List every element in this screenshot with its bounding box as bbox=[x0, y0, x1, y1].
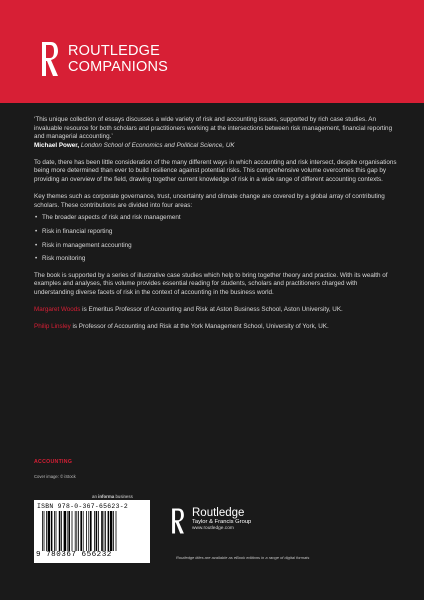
barcode-bar bbox=[104, 511, 105, 551]
list-item: • Risk in financial reporting bbox=[34, 228, 398, 237]
back-cover-text bbox=[34, 116, 398, 340]
barcode-bar bbox=[108, 511, 110, 551]
barcode-bar bbox=[56, 511, 57, 551]
editor-name: Philip Linsley bbox=[34, 323, 71, 331]
barcode-bar bbox=[101, 511, 103, 551]
themes-paragraph: Key themes such as corporate governance, trust, uncertainty and climate change are covered by a global array of contributing scholars. These contributions are divided into four areas: bbox=[34, 193, 385, 209]
editor-name: Margaret Woods bbox=[34, 306, 81, 313]
series-line-1: ROUTLEDGE bbox=[68, 43, 161, 59]
barcode-bar bbox=[75, 511, 76, 551]
barcode-bar bbox=[51, 511, 53, 551]
barcode-bar bbox=[90, 511, 92, 551]
barcode-bar bbox=[80, 511, 82, 551]
barcode-bar bbox=[61, 511, 62, 551]
endorsement-quote: ‘This unique collection of essays discusses a wide variety of risk and accounting issues, supported by rich case studies. An invaluable resource for both scholars and practitioners working at the intersections between risk management, financial reporting and managerial accounting.’ bbox=[34, 116, 393, 141]
barcode-bar bbox=[110, 511, 112, 551]
publisher-name: Routledge bbox=[192, 507, 245, 519]
barcode-bar bbox=[42, 511, 43, 551]
areas-list bbox=[34, 214, 398, 263]
barcode-bar bbox=[78, 511, 79, 551]
barcode-bar bbox=[113, 511, 114, 551]
barcode-bar bbox=[46, 511, 47, 551]
endorsement bbox=[34, 116, 398, 150]
barcode-bar bbox=[64, 511, 66, 551]
endorsement-affiliation: London School of Economics and Political Science, UK bbox=[80, 141, 235, 149]
editor-bio-text: is Emeritus Professor of Accounting and Risk at Aston Business School, Aston University, UK. bbox=[80, 306, 343, 313]
editor-bio bbox=[34, 323, 398, 332]
barcode-bar bbox=[76, 511, 77, 551]
list-item: • The broader aspects of risk and risk management bbox=[34, 214, 398, 223]
closing-paragraph: The book is supported by a series of illustrative case studies which help to bring together theory and practice. With its wealth of examples and analyses, this volume provides essential reading for students, scholars and practitioners charged with understanding diverse facets of risk in the context of accounting in the business world. bbox=[34, 271, 388, 296]
cover-image-credit: Cover image: © iStock bbox=[34, 474, 76, 479]
barcode-bar bbox=[94, 511, 95, 551]
list-item: • Risk monitoring bbox=[34, 255, 398, 264]
barcode-bar bbox=[48, 511, 50, 551]
series-branding bbox=[40, 40, 168, 78]
series-line-2: COMPANIONS bbox=[68, 59, 169, 75]
barcode-bar bbox=[105, 511, 106, 551]
barcode-bar bbox=[88, 511, 89, 551]
barcode bbox=[34, 500, 150, 563]
barcode-bar bbox=[83, 511, 84, 551]
barcode-bar bbox=[98, 511, 99, 551]
barcode-bar bbox=[116, 511, 117, 551]
list-item: • Risk in management accounting bbox=[34, 242, 398, 251]
intro-paragraph: To date, there has been little consideration of the many different ways in which accounting and risk intersect, despite organisations being more determined than ever to build resilience against potential risks. This comprehensive volume overcomes this gap by providing an overview of the field, drawing together current knowledge of risk in a wide range of different accounting contexts. bbox=[34, 158, 397, 184]
barcode-bar bbox=[67, 511, 68, 551]
publisher-url: www.routledge.com bbox=[192, 526, 234, 531]
barcode-bar bbox=[72, 511, 73, 551]
publisher-logo-block bbox=[170, 507, 251, 535]
isbn-label: ISBN 978-0-367-65623-2 bbox=[37, 503, 128, 510]
barcode-bar bbox=[96, 511, 98, 551]
barcode-bar bbox=[59, 511, 61, 551]
barcode-bar bbox=[44, 511, 45, 551]
publisher-group: Taylor & Francis Group bbox=[192, 519, 252, 525]
editor-bio bbox=[34, 306, 398, 315]
subject-category: ACCOUNTING bbox=[34, 459, 73, 465]
informa-business-tag: an informa business bbox=[92, 494, 133, 499]
routledge-r-logo-icon bbox=[40, 40, 60, 78]
barcode-bar bbox=[86, 511, 87, 551]
barcode-bar bbox=[54, 511, 55, 551]
routledge-r-logo-icon bbox=[170, 507, 186, 535]
ean-number: 9 780367 656232 bbox=[36, 551, 112, 559]
barcode-bar bbox=[68, 511, 70, 551]
barcode-bars bbox=[40, 511, 144, 551]
ebook-note: Routledge titles are available as eBook editions in a range of digital formats bbox=[176, 555, 310, 560]
endorsement-author: Michael Power, bbox=[34, 141, 80, 149]
editor-bio-text: is Professor of Accounting and Risk at the York Management School, University of York, UK. bbox=[70, 323, 329, 331]
